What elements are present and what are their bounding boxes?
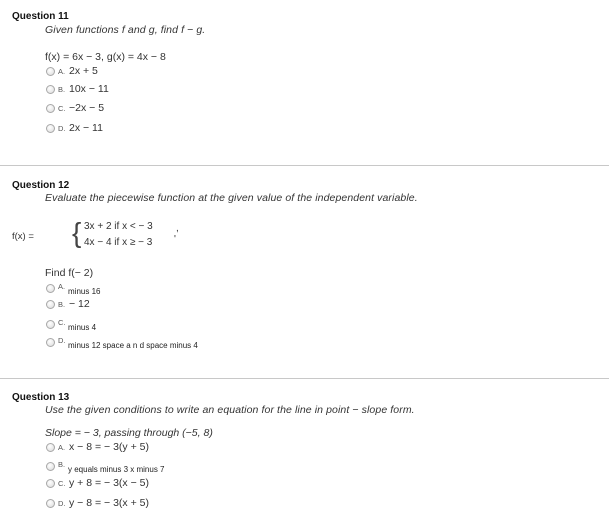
question-divider — [0, 165, 609, 166]
option-text: minus 12 space a n d space minus 4 — [68, 341, 198, 350]
piecewise-brace: { — [72, 217, 82, 248]
question-12-find: Find f(− 2) — [45, 267, 94, 279]
radio-button[interactable] — [46, 338, 55, 347]
radio-button[interactable] — [46, 104, 55, 113]
radio-button[interactable] — [46, 124, 55, 133]
option-text: 2x + 5 — [69, 65, 98, 77]
question-divider — [0, 378, 609, 379]
radio-button[interactable] — [46, 284, 55, 293]
option-text: 10x − 11 — [69, 83, 109, 95]
question-11-given: f(x) = 6x − 3, g(x) = 4x − 8 — [45, 51, 166, 63]
option-letter: A. — [58, 443, 66, 452]
radio-button[interactable] — [46, 300, 55, 309]
piecewise-case-1-punct: , — [176, 223, 179, 234]
option-text: y equals minus 3 x minus 7 — [68, 465, 165, 474]
question-12-prompt: Evaluate the piecewise function at the given value of the independent variable. — [45, 192, 418, 204]
radio-button[interactable] — [46, 320, 55, 329]
question-13-prompt: Use the given conditions to write an equation for the line in point − slope form. — [45, 404, 415, 416]
option-letter: C. — [58, 318, 66, 327]
option-text: − 12 — [69, 298, 90, 310]
option-text: y − 8 = − 3(x + 5) — [69, 497, 149, 509]
option-letter: D. — [58, 336, 66, 345]
question-13-given: Slope = − 3, passing through (−5, 8) — [45, 427, 213, 439]
option-letter: B. — [58, 85, 66, 94]
question-13-title: Question 13 — [12, 392, 70, 403]
question-11-title: Question 11 — [12, 11, 69, 22]
radio-button[interactable] — [46, 67, 55, 76]
option-text: y + 8 = − 3(x − 5) — [69, 477, 149, 489]
option-letter: A. — [58, 67, 66, 76]
question-11-prompt: Given functions f and g, find f − g. — [45, 24, 206, 36]
option-letter: B. — [58, 300, 66, 309]
radio-button[interactable] — [46, 479, 55, 488]
option-text: x − 8 = − 3(y + 5) — [69, 441, 149, 453]
piecewise-case-2: 4x − 4 if x ≥ − 3 — [84, 237, 153, 248]
piecewise-fx-label: f(x) = — [12, 231, 34, 242]
question-12-title: Question 12 — [12, 180, 70, 191]
option-text: minus 4 — [68, 323, 97, 332]
piecewise-case-1: 3x + 2 if x < − 3 — [84, 221, 153, 232]
piecewise-case-2-punct: ' — [174, 234, 176, 245]
option-letter: C. — [58, 479, 66, 488]
option-letter: A. — [58, 282, 66, 291]
radio-button[interactable] — [46, 499, 55, 508]
radio-button[interactable] — [46, 85, 55, 94]
option-letter: D. — [58, 499, 66, 508]
option-text: minus 16 — [68, 287, 101, 296]
radio-button[interactable] — [46, 443, 55, 452]
radio-button[interactable] — [46, 462, 55, 471]
option-letter: D. — [58, 124, 66, 133]
option-letter: B. — [58, 460, 66, 469]
option-text: −2x − 5 — [69, 102, 105, 114]
option-text: 2x − 11 — [69, 122, 103, 134]
option-letter: C. — [58, 104, 66, 113]
